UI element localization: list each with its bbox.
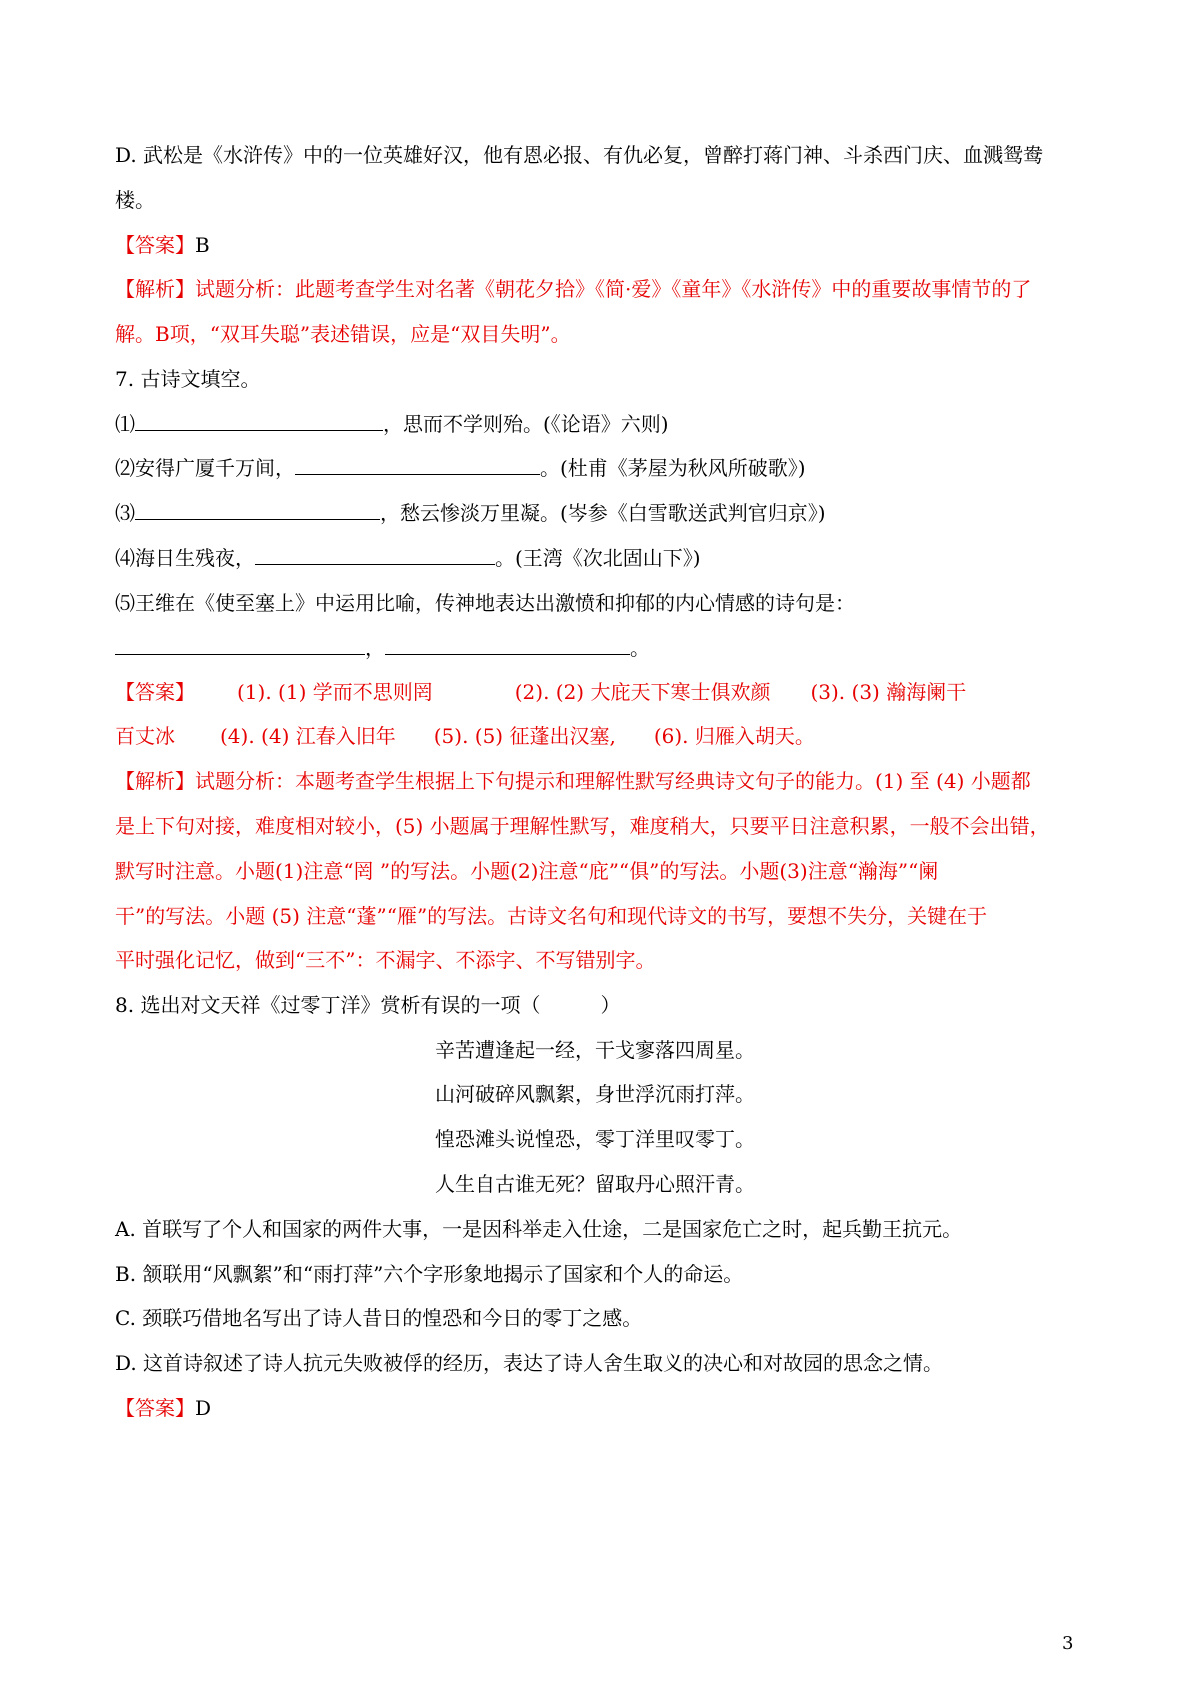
answer-1: (1). (1) 学而不思则罔 xyxy=(237,680,433,704)
answer-6: (6). 归雁入胡天。 xyxy=(653,724,815,748)
fill-blank xyxy=(135,408,383,431)
answer-3-cont: 百丈冰 xyxy=(115,724,175,748)
q7-item2 xyxy=(115,452,1105,484)
fill-blank xyxy=(385,632,630,655)
answer-label: 【答案】 xyxy=(115,1396,195,1420)
q7-answer-line2 xyxy=(115,720,1105,752)
item-text: ，愁云惨淡万里凝。(岑参《白雪歌送武判官归京》) xyxy=(380,501,826,525)
fill-blank xyxy=(255,542,495,565)
answer-4: (4). (4) 江春入旧年 xyxy=(220,724,396,748)
item-text-after: 。(杜甫《茅屋为秋风所破歌》) xyxy=(540,456,806,480)
answer-value: B xyxy=(195,233,210,257)
q6-option-d-line2: 楼。 xyxy=(115,188,155,212)
analysis-text: 试题分析：本题考查学生根据上下句提示和理解性默写经典诗文句子的能力。(1) 至 (4) 小题都 xyxy=(195,769,1031,793)
q8-option-d: D. 这首诗叙述了诗人抗元失败被俘的经历，表达了诗人舍生取义的决心和对故园的思念之情。 xyxy=(115,1351,944,1375)
blank-separator: ， xyxy=(365,636,385,660)
analysis-label: 【解析】 xyxy=(115,769,195,793)
poem-line: 惶恐滩头说惶恐，零丁洋里叹零丁。 xyxy=(435,1127,755,1151)
answer-label: 【答案】 xyxy=(115,233,195,257)
answer-2: (2). (2) 大庇天下寒士俱欢颜 xyxy=(514,680,771,704)
analysis-label: 【解析】 xyxy=(115,277,195,301)
answer-3: (3). (3) 瀚海阑干 xyxy=(810,680,967,704)
q8-option-c: C. 颈联巧借地名写出了诗人昔日的惶恐和今日的零丁之感。 xyxy=(115,1306,643,1330)
item-text-after: 。(王湾《次北固山下》) xyxy=(495,546,701,570)
poem-line: 人生自古谁无死？留取丹心照汗青。 xyxy=(435,1172,755,1196)
answer-5: (5). (5) 征蓬出汉塞, xyxy=(433,724,616,748)
q7-analysis-line1 xyxy=(115,765,1105,797)
q7-analysis-line5: 平时强化记忆，做到“三不”：不漏字、不添字、不写错别字。 xyxy=(115,948,656,972)
q6-answer xyxy=(115,229,1105,261)
blank-end: 。 xyxy=(630,636,650,660)
item-number: ⑴ xyxy=(115,412,135,436)
fill-blank xyxy=(295,452,540,475)
answer-label: 【答案】 xyxy=(115,680,195,704)
item-text: ，思而不学则殆。(《论语》六则) xyxy=(383,412,669,436)
q7-item5-blanks xyxy=(115,632,1105,664)
fill-blank xyxy=(135,497,380,520)
poem-line: 山河破碎风飘絮，身世浮沉雨打萍。 xyxy=(435,1082,755,1106)
q6-analysis-line2: 解。B项，“双耳失聪”表述错误，应是“双目失明”。 xyxy=(115,322,571,346)
q7-item4 xyxy=(115,542,1105,574)
item-text-before: ⑵安得广厦千万间， xyxy=(115,456,295,480)
item-number: ⑶ xyxy=(115,501,135,525)
q7-item3 xyxy=(115,497,1105,529)
q8-answer xyxy=(115,1392,1105,1424)
q7-item1 xyxy=(115,408,1105,440)
fill-blank xyxy=(115,632,365,655)
item-text-before: ⑷海日生残夜， xyxy=(115,546,255,570)
q7-item5: ⑸王维在《使至塞上》中运用比喻，传神地表达出激愤和抑郁的内心情感的诗句是： xyxy=(115,591,855,615)
q7-title: 7. 古诗文填空。 xyxy=(115,367,261,391)
q8-option-a: A. 首联写了个人和国家的两件大事，一是因科举走入仕途，二是国家危亡之时，起兵勤王抗元。 xyxy=(115,1217,963,1241)
page-number: 3 xyxy=(1062,1633,1074,1654)
answer-value: D xyxy=(195,1396,212,1420)
q7-analysis-line3: 默写时注意。小题(1)注意“罔 ”的写法。小题(2)注意“庇”“俱”的写法。小题(3)注意“瀚海”“阑 xyxy=(115,859,939,883)
q7-analysis-line2: 是上下句对接，难度相对较小，(5) 小题属于理解性默写，难度稍大，只要平日注意积累，一般不会出错， xyxy=(115,814,1050,838)
q7-analysis-line4: 干”的写法。小题 (5) 注意“蓬”“雁”的写法。古诗文名句和现代诗文的书写，要想不失分，关键在于 xyxy=(115,904,988,928)
q6-option-d-line1: D. 武松是《水浒传》中的一位英雄好汉，他有恩必报、有仇必复，曾醉打蒋门神、斗杀西门庆、血溅鸳鸯 xyxy=(115,143,1044,167)
q8-title: 8. 选出对文天祥《过零丁洋》赏析有误的一项（ ） xyxy=(115,993,621,1017)
q8-option-b: B. 颔联用“风飘絮”和“雨打萍”六个字形象地揭示了国家和个人的命运。 xyxy=(115,1262,744,1286)
poem-line: 辛苦遭逢起一经，干戈寥落四周星。 xyxy=(435,1038,755,1062)
q7-answer-line1 xyxy=(115,676,1105,708)
analysis-text: 试题分析：此题考查学生对名著《朝花夕拾》《简·爱》《童年》《水浒传》中的重要故事情节的了 xyxy=(195,277,1032,301)
q6-analysis-line1 xyxy=(115,273,1105,305)
